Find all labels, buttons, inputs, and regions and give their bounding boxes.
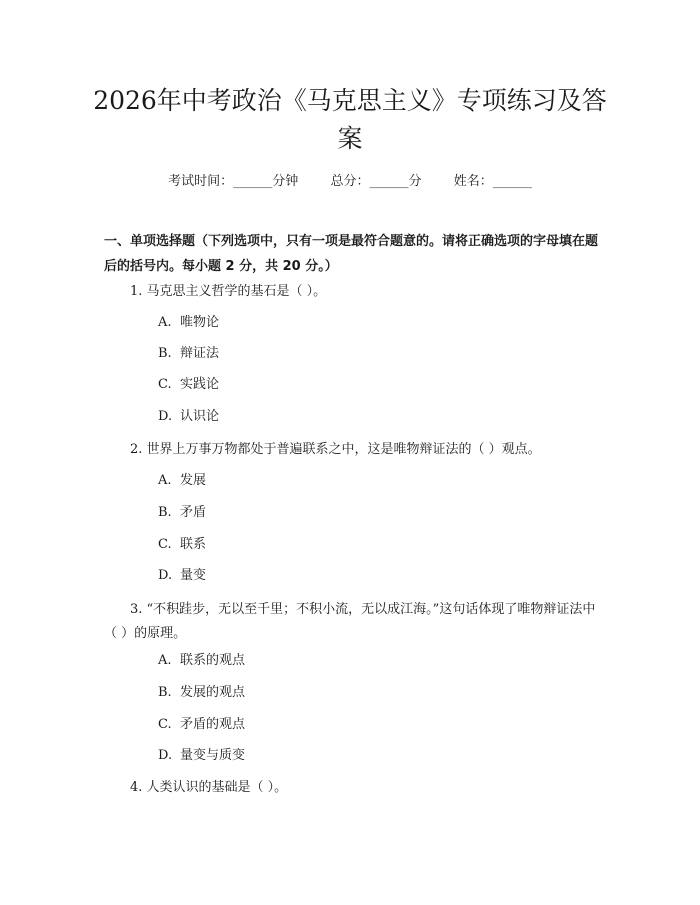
option-letter: C. [158,377,172,392]
question-1-option-d [158,407,219,427]
option-text: 联系 [180,537,207,552]
option-text: 唯物论 [180,315,220,330]
question-3-option-b [158,683,245,703]
question-3: 3. “不积跬步，无以至千里；不积小流，无以成江海。”这句话体现了唯物辩证法中（ ）的原理。 [104,602,596,641]
question-1-option-a [158,313,219,333]
option-letter: B. [158,505,172,520]
option-letter: C. [158,717,172,732]
option-text: 量变 [180,568,207,583]
exam-time-unit: 分钟 [272,174,299,189]
option-letter: B. [158,685,172,700]
option-letter: A. [158,473,172,488]
total-score-label: 总分： [330,174,370,189]
option-text: 实践论 [180,377,220,392]
option-letter: A. [158,315,172,330]
option-text: 辩证法 [180,346,220,361]
question-3-option-c [158,715,245,735]
question-1-option-c [158,375,219,395]
question-2-option-a [158,471,206,491]
option-letter: D. [158,748,173,763]
option-text: 认识论 [180,409,220,424]
option-text: 发展 [180,473,207,488]
option-text: 量变与质变 [180,748,246,763]
question-4: 4. 人类认识的基础是（ ）。 [130,780,288,795]
question-2-option-b [158,503,206,523]
exam-time-blank: ______ [233,174,273,189]
student-name-blank: ______ [492,174,532,189]
option-letter: D. [158,568,173,583]
student-name-label: 姓名： [453,174,493,189]
document-title: 2026年中考政治《马克思主义》专项练习及答案 [93,86,607,153]
question-1: 1. 马克思主义哲学的基石是（ ）。 [130,284,327,299]
option-text: 矛盾 [180,505,207,520]
section-heading: 一、单项选择题（下列选项中，只有一项是最符合题意的。请将正确选项的字母填在题后的括号内。每小题 2 分，共 20 分。） [104,234,599,274]
total-score-blank: ______ [369,174,409,189]
exam-time-label: 考试时间： [168,174,234,189]
exam-info-line [0,170,700,189]
option-letter: C. [158,537,172,552]
option-letter: B. [158,346,172,361]
question-3-option-a [158,651,245,671]
option-text: 发展的观点 [180,685,246,700]
option-text: 矛盾的观点 [180,717,246,732]
option-letter: D. [158,409,173,424]
question-2: 2. 世界上万事万物都处于普遍联系之中，这是唯物辩证法的（ ）观点。 [130,442,541,457]
question-2-option-c [158,535,206,555]
question-3-option-d [158,746,245,766]
option-text: 联系的观点 [180,653,246,668]
total-score-unit: 分 [408,174,422,189]
option-letter: A. [158,653,172,668]
question-2-option-d [158,566,206,586]
question-1-option-b [158,344,219,364]
